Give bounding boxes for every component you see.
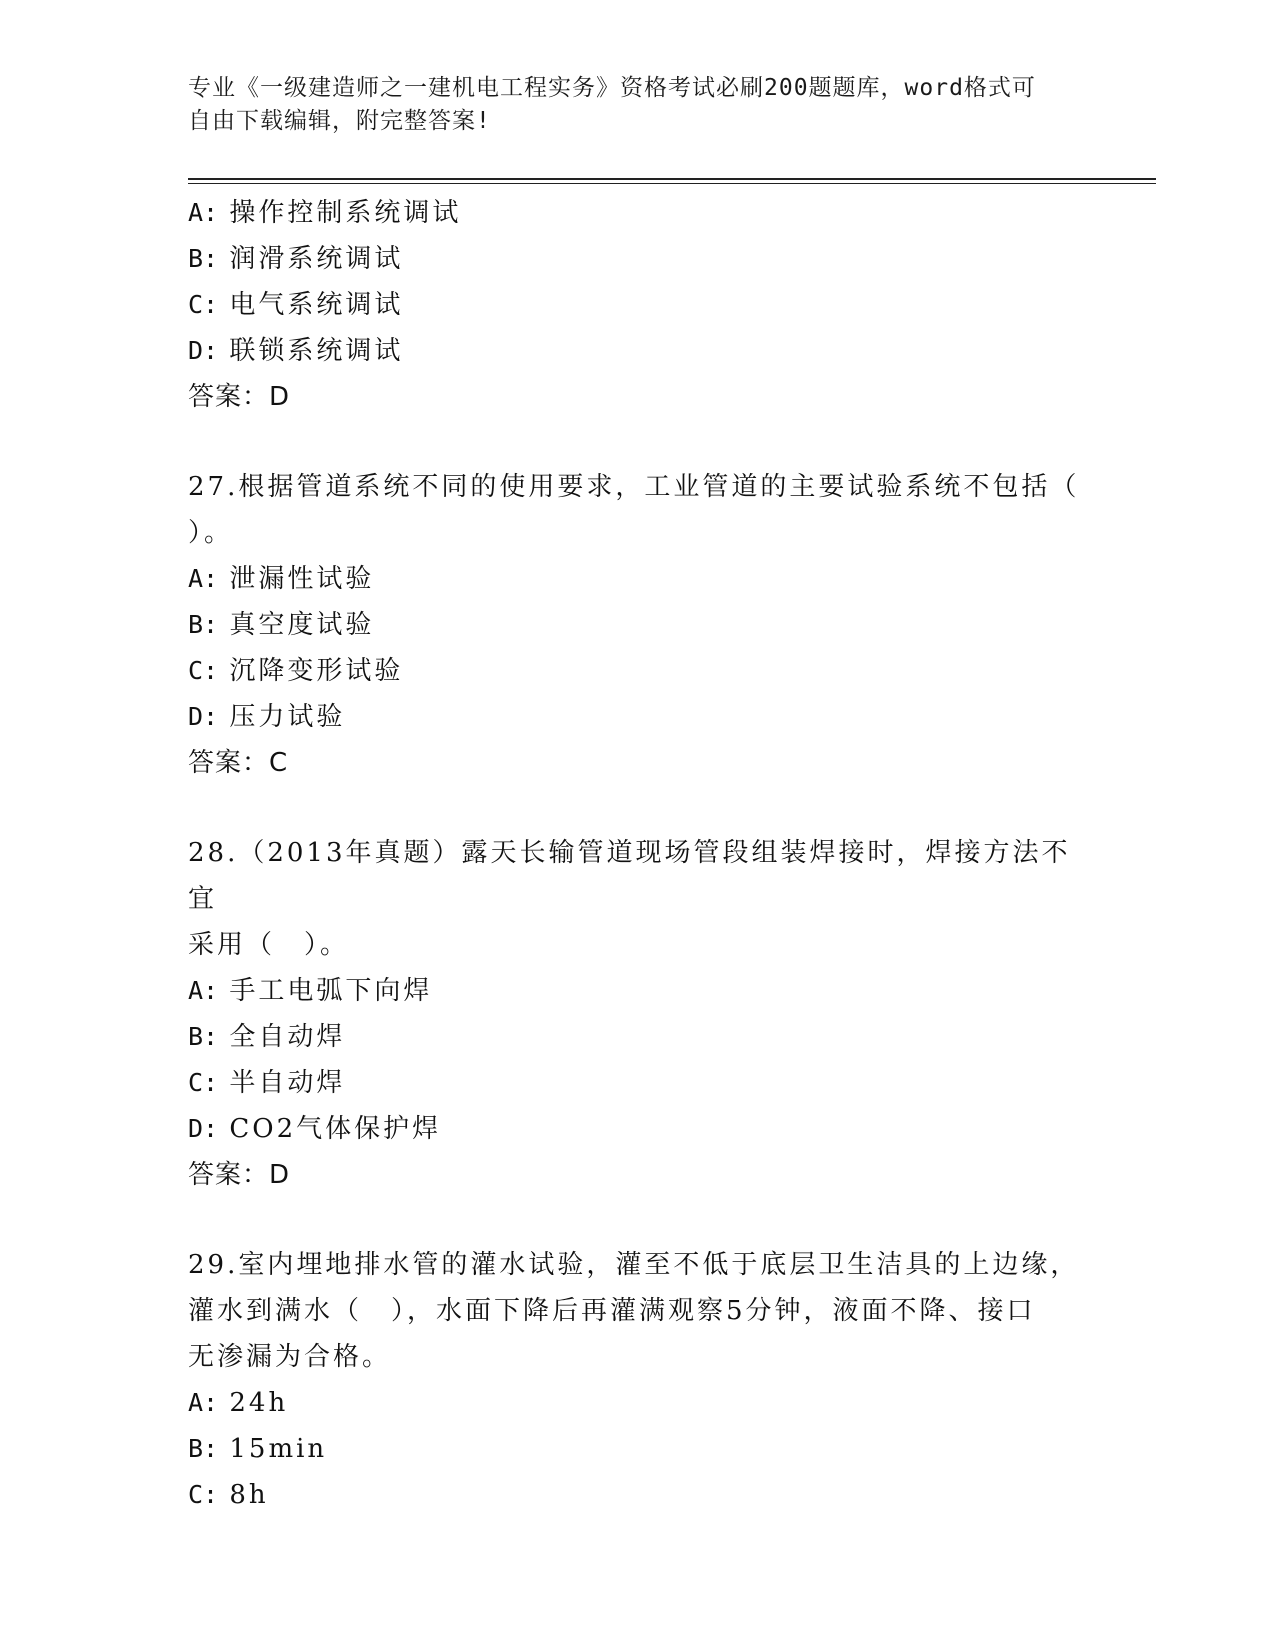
question-text-line-1: 28.（2013年真题）露天长输管道现场管段组装焊接时，焊接方法不宜 [188, 838, 1071, 914]
question-text-line-1: 29.室内埋地排水管的灌水试验，灌至不低于底层卫生洁具的上边缘， [188, 1250, 1080, 1280]
header-line-2: 自由下载编辑，附完整答案! [188, 108, 491, 134]
question-28 [188, 830, 1088, 1198]
option-b: B: 全自动焊 [188, 1022, 346, 1052]
header-line-1: 专业《一级建造师之一建机电工程实务》资格考试必刷200题题库，word格式可 [188, 75, 1036, 101]
option-d: D: CO2气体保护焊 [188, 1114, 442, 1144]
answer: 答案：C [188, 748, 289, 778]
option-a: A: 泄漏性试验 [188, 564, 375, 594]
option-b: B: 真空度试验 [188, 610, 375, 640]
option-a: A: 操作控制系统调试 [188, 198, 462, 228]
option-c: C: 沉降变形试验 [188, 656, 404, 686]
header-divider-top [188, 178, 1156, 180]
option-c: C: 8h [188, 1480, 269, 1510]
answer: 答案：D [188, 382, 291, 412]
question-text-line-2: ）。 [188, 518, 234, 548]
question-29 [188, 1242, 1088, 1518]
question-text-line-2: 灌水到满水（ ），水面下降后再灌满观察5分钟，液面不降、接口 [188, 1296, 1036, 1326]
option-b: B: 15min [188, 1434, 328, 1464]
document-header [188, 72, 1088, 138]
document-body [188, 190, 1088, 1518]
option-c: C: 电气系统调试 [188, 290, 404, 320]
option-a: A: 24h [188, 1388, 289, 1418]
option-b: B: 润滑系统调试 [188, 244, 404, 274]
question-text-line-1: 27.根据管道系统不同的使用要求，工业管道的主要试验系统不包括（ [188, 472, 1080, 502]
question-26 [188, 190, 1088, 420]
answer: 答案：D [188, 1160, 291, 1190]
option-a: A: 手工电弧下向焊 [188, 976, 433, 1006]
header-divider-bottom [188, 183, 1156, 184]
question-text-line-3: 无渗漏为合格。 [188, 1342, 392, 1372]
option-c: C: 半自动焊 [188, 1068, 346, 1098]
question-text-line-2: 采用（ ）。 [188, 930, 350, 960]
option-d: D: 压力试验 [188, 702, 346, 732]
option-d: D: 联锁系统调试 [188, 336, 404, 366]
question-27 [188, 464, 1088, 786]
